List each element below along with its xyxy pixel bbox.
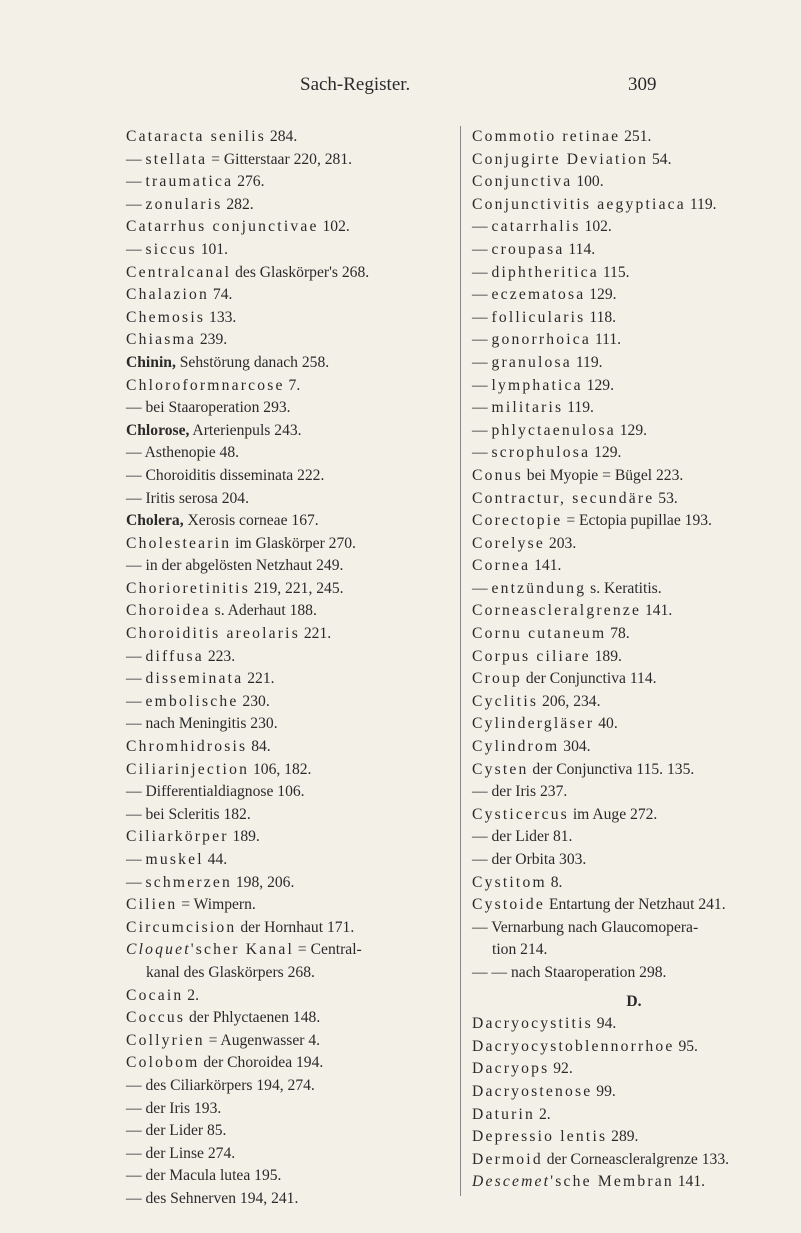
- index-entry: [126, 985, 460, 1008]
- index-entry: [126, 1143, 460, 1166]
- entry-text: s. Aderhaut 188.: [210, 602, 317, 620]
- index-entry: [472, 804, 796, 827]
- entry-text: Cyclitis: [472, 692, 539, 710]
- entry-text: Dacryostenose: [472, 1082, 593, 1100]
- index-entry: [472, 375, 796, 398]
- index-entry: [472, 555, 796, 578]
- entry-text: — der Lider 85.: [126, 1122, 227, 1140]
- entry-text: 129.: [590, 444, 622, 462]
- entry-text: —: [126, 670, 146, 688]
- index-entry: [472, 646, 796, 669]
- index-entry: [126, 1098, 460, 1121]
- entry-text: kanal des Glaskörpers 268.: [146, 963, 315, 981]
- index-entry: [472, 1013, 796, 1036]
- entry-text: der Phlyctaenen 148.: [185, 1009, 321, 1027]
- entry-text: —: [126, 647, 146, 665]
- index-entry: [126, 1165, 460, 1188]
- index-entry: [126, 804, 460, 827]
- entry-text: muskel: [145, 851, 204, 868]
- entry-text: s. Keratitis.: [586, 579, 662, 597]
- entry-text: 111.: [591, 331, 622, 349]
- entry-text: embolische: [145, 692, 239, 710]
- entry-text: —: [472, 240, 492, 258]
- entry-text: —: [126, 195, 146, 213]
- index-entry: [472, 307, 796, 330]
- entry-text: Choroiditis areolaris: [126, 625, 300, 643]
- entry-text: 221.: [243, 670, 275, 688]
- entry-text: 289.: [607, 1128, 639, 1146]
- index-entry: [126, 646, 460, 669]
- entry-text: Conjunctivitis aegyptiaca: [472, 195, 686, 213]
- index-entry: [126, 939, 460, 962]
- index-entry: [126, 600, 460, 623]
- entry-text: diffusa: [145, 647, 204, 665]
- entry-text: — Choroiditis disseminata 222.: [126, 466, 325, 484]
- entry-text: 230.: [238, 692, 270, 710]
- index-entry: [126, 713, 460, 736]
- entry-text: 284.: [266, 128, 298, 145]
- entry-text: 129.: [585, 286, 617, 304]
- entry-text: Dermoid: [472, 1150, 543, 1168]
- entry-text: Chromhidrosis: [126, 738, 248, 756]
- entry-text: siccus: [145, 240, 197, 258]
- entry-text: 102.: [580, 218, 612, 236]
- index-entry: [126, 578, 460, 601]
- index-entry: [126, 555, 460, 578]
- entry-text: —: [472, 353, 492, 371]
- entry-text: entzündung: [491, 579, 587, 597]
- entry-text: Chalazion: [126, 286, 210, 304]
- section-letter: [472, 991, 796, 1014]
- index-entry: [126, 962, 460, 985]
- entry-text: = Gitterstaar 220, 281.: [207, 150, 353, 168]
- index-entry: [126, 375, 460, 398]
- index-entry: [126, 171, 460, 194]
- entry-text: — der Linse 274.: [126, 1144, 236, 1162]
- index-entry: [126, 216, 460, 239]
- index-entry: [472, 713, 796, 736]
- entry-text: der Hornhaut 171.: [236, 918, 355, 936]
- index-entry: [126, 194, 460, 217]
- entry-text: —: [126, 240, 146, 258]
- index-entry: [126, 623, 460, 646]
- entry-text: 276.: [233, 173, 265, 191]
- entry-text: 2.: [535, 1105, 551, 1123]
- entry-text: Cornea: [472, 557, 531, 575]
- index-entry: [472, 1036, 796, 1059]
- entry-text: —: [472, 376, 492, 394]
- entry-text: — nach Meningitis 230.: [126, 715, 278, 733]
- entry-text: Cilien: [126, 896, 178, 914]
- entry-text: 203.: [545, 534, 577, 552]
- entry-text: Conus: [472, 466, 523, 484]
- entry-text: Cataracta senilis: [126, 128, 267, 145]
- index-entry: [126, 149, 460, 172]
- entry-text: croupasa: [491, 240, 565, 258]
- entry-text: 189.: [228, 828, 260, 846]
- index-entry: [126, 759, 460, 782]
- index-column-left: [126, 126, 460, 1211]
- entry-text: Colobom: [126, 1054, 200, 1072]
- entry-text: 40.: [594, 715, 618, 733]
- entry-text: —: [472, 579, 492, 597]
- entry-text: tion 214.: [492, 941, 548, 959]
- entry-text: lymphatica: [491, 376, 583, 394]
- index-entry: [126, 781, 460, 804]
- index-entry: [126, 826, 460, 849]
- index-entry: [472, 917, 796, 940]
- entry-text: der Conjunctiva 114.: [521, 670, 657, 688]
- index-entry: [126, 872, 460, 895]
- index-entry: [472, 126, 796, 149]
- entry-text: Xerosis corneae 167.: [183, 512, 319, 530]
- entry-text: —: [472, 444, 492, 462]
- entry-text: 304.: [559, 738, 591, 756]
- index-entry: [472, 1126, 796, 1149]
- entry-text: Cystoide: [472, 896, 546, 914]
- entry-text: 119.: [571, 353, 603, 371]
- entry-text: — des Ciliarkörpers 194, 274.: [126, 1076, 315, 1094]
- entry-text: — in der abgelösten Netzhaut 249.: [126, 557, 344, 575]
- entry-text: zonularis: [145, 195, 223, 213]
- index-entry: [126, 1052, 460, 1075]
- entry-text: —: [126, 150, 146, 168]
- entry-text: 92.: [549, 1060, 573, 1078]
- index-entry: [472, 216, 796, 239]
- entry-text: 118.: [585, 308, 617, 326]
- index-entry: [472, 1081, 796, 1104]
- entry-text: follicularis: [491, 308, 586, 326]
- entry-text: —: [472, 421, 492, 439]
- entry-text: Cylindergläser: [472, 715, 595, 733]
- entry-text: 102.: [318, 218, 350, 236]
- entry-text: —: [126, 873, 146, 891]
- entry-text: 141.: [673, 1173, 706, 1191]
- entry-text: 129.: [582, 376, 614, 394]
- index-entry: [472, 781, 796, 804]
- entry-text: Catarrhus conjunctivae: [126, 218, 319, 236]
- entry-text: 198, 206.: [231, 873, 295, 891]
- entry-text: phlyctaenulosa: [491, 421, 616, 439]
- entry-text: Cocain: [126, 986, 184, 1004]
- entry-text: 8.: [546, 873, 563, 891]
- entry-text: 114.: [564, 240, 596, 258]
- entry-text: der Corneascleralgrenze 133.: [542, 1150, 730, 1168]
- entry-text: granulosa: [491, 353, 572, 371]
- entry-text: Corelyse: [472, 534, 546, 552]
- entry-text: Cysticercus: [472, 805, 569, 823]
- index-entry: [126, 1007, 460, 1030]
- entry-text: Chorioretinitis: [126, 579, 250, 597]
- entry-text: Contractur, secundäre: [472, 489, 655, 507]
- index-entry: [472, 759, 796, 782]
- entry-text: Conjugirte Deviation: [472, 150, 649, 168]
- entry-text: bei Myopie = Bügel 223.: [522, 466, 684, 484]
- entry-text: im Auge 272.: [568, 805, 658, 823]
- entry-text: 94.: [592, 1015, 617, 1033]
- index-entry: [126, 262, 460, 285]
- index-entry: [472, 578, 796, 601]
- entry-text: = Central-: [294, 941, 362, 959]
- entry-text: — Iritis serosa 204.: [126, 489, 249, 507]
- entry-text: Coccus: [126, 1009, 186, 1027]
- index-entry: [472, 510, 796, 533]
- index-entry: [472, 826, 796, 849]
- entry-text: Cloquet: [126, 941, 191, 959]
- entry-text: eczematosa: [491, 286, 586, 304]
- index-entry: [126, 1030, 460, 1053]
- entry-text: scrophulosa: [491, 444, 591, 462]
- index-entry: [472, 442, 796, 465]
- entry-text: 133.: [205, 308, 237, 326]
- index-entry: [472, 149, 796, 172]
- entry-text: — der Lider 81.: [472, 828, 573, 846]
- column-divider: [460, 126, 461, 1196]
- entry-text: Arterienpuls 243.: [189, 421, 302, 439]
- entry-text: der Choroidea 194.: [199, 1054, 324, 1072]
- page-header: [0, 74, 801, 98]
- entry-text: schmerzen: [145, 873, 232, 891]
- entry-text: — der Macula lutea 195.: [126, 1167, 282, 1185]
- index-entry: [126, 849, 460, 872]
- entry-text: —: [472, 263, 492, 281]
- entry-text: Dacryocystitis: [472, 1015, 593, 1033]
- entry-text: — Vernarbung nach Glaucomopera-: [472, 918, 699, 936]
- entry-text: 99.: [592, 1082, 616, 1100]
- index-entry: [126, 488, 460, 511]
- entry-text: Collyrien: [126, 1031, 205, 1049]
- entry-text: —: [126, 173, 146, 191]
- entry-text: disseminata: [145, 670, 244, 688]
- entry-text: Corneascleralgrenze: [472, 602, 642, 620]
- index-entry: [472, 262, 796, 285]
- entry-text: Centralcanal: [126, 263, 232, 281]
- index-entry: [472, 352, 796, 375]
- index-entry: [472, 329, 796, 352]
- index-column-right: [472, 126, 796, 1194]
- entry-text: stellata: [145, 150, 208, 168]
- index-entry: [126, 533, 460, 556]
- entry-text: Cornu cutaneum: [472, 625, 607, 643]
- entry-text: 95.: [674, 1037, 698, 1055]
- index-entry: [472, 1104, 796, 1127]
- entry-text: Chinin,: [126, 353, 176, 371]
- index-entry: [472, 691, 796, 714]
- index-entry: [472, 194, 796, 217]
- index-entry: [126, 1120, 460, 1143]
- entry-text: = Augenwasser 4.: [204, 1031, 321, 1049]
- index-entry: [472, 1149, 796, 1172]
- index-entry: [472, 465, 796, 488]
- entry-text: —: [126, 851, 146, 868]
- entry-text: Chiasma: [126, 331, 196, 349]
- index-entry: [126, 329, 460, 352]
- index-entry: [472, 533, 796, 556]
- entry-text: Croup: [472, 670, 522, 688]
- index-entry: [126, 1188, 460, 1211]
- entry-text: 141.: [530, 557, 562, 575]
- entry-text: — der Iris 193.: [126, 1099, 222, 1117]
- index-entry: [472, 939, 796, 962]
- entry-text: 'scher Kanal: [190, 941, 295, 959]
- entry-text: Corectopie: [472, 512, 563, 530]
- entry-text: — — nach Staaroperation 298.: [472, 963, 667, 981]
- entry-text: Cylindrom: [472, 738, 560, 756]
- entry-text: —: [126, 692, 146, 710]
- index-entry: [126, 736, 460, 759]
- entry-text: 219, 221, 245.: [249, 579, 344, 597]
- entry-text: — der Iris 237.: [472, 783, 568, 801]
- entry-text: 115.: [598, 263, 630, 281]
- index-entry: [126, 352, 460, 375]
- entry-text: Cystitom: [472, 873, 547, 891]
- entry-text: Corpus ciliare: [472, 647, 591, 665]
- index-entry: [472, 397, 796, 420]
- entry-text: —: [472, 286, 492, 304]
- entry-text: 74.: [209, 286, 233, 304]
- entry-text: Descemet: [472, 1173, 551, 1191]
- index-entry: [472, 872, 796, 895]
- index-entry: [126, 239, 460, 262]
- entry-text: D.: [626, 992, 642, 1010]
- index-entry: [126, 691, 460, 714]
- index-entry: [126, 1075, 460, 1098]
- entry-text: Choroidea: [126, 602, 211, 620]
- index-entry: [472, 420, 796, 443]
- entry-text: 'sche Membran: [550, 1173, 674, 1191]
- entry-text: traumatica: [145, 173, 234, 191]
- entry-text: — bei Staaroperation 293.: [126, 399, 291, 417]
- entry-text: 129.: [615, 421, 648, 439]
- index-entry: [126, 126, 460, 149]
- entry-text: Chemosis: [126, 308, 206, 326]
- page-number: 309: [628, 74, 657, 95]
- index-entry: [126, 397, 460, 420]
- entry-text: Dacryocystoblennorrhoe: [472, 1037, 675, 1055]
- entry-text: —: [472, 399, 492, 417]
- entry-text: Sehstörung danach 258.: [175, 353, 330, 371]
- entry-text: Cholestearin: [126, 534, 232, 552]
- entry-text: — des Sehnerven 194, 241.: [126, 1189, 299, 1207]
- entry-text: Ciliarkörper: [126, 828, 229, 846]
- entry-text: diphtheritica: [491, 263, 599, 281]
- entry-text: Cysten: [472, 760, 529, 778]
- entry-text: 282.: [222, 195, 254, 213]
- index-entry: [472, 600, 796, 623]
- entry-text: 119.: [685, 195, 717, 213]
- entry-text: 189.: [590, 647, 622, 665]
- entry-text: Daturin: [472, 1105, 536, 1123]
- entry-text: 7.: [284, 376, 301, 394]
- entry-text: Ciliarinjection: [126, 760, 250, 778]
- index-entry: [472, 1171, 796, 1194]
- entry-text: 251.: [620, 128, 652, 145]
- entry-text: — Differentialdiagnose 106.: [126, 783, 305, 801]
- entry-text: der Conjunctiva 115. 135.: [528, 760, 695, 778]
- index-entry: [472, 623, 796, 646]
- index-entry: [126, 668, 460, 691]
- index-entry: [126, 894, 460, 917]
- index-entry: [472, 488, 796, 511]
- index-entry: [126, 420, 460, 443]
- entry-text: = Wimpern.: [177, 896, 256, 914]
- entry-text: 78.: [606, 625, 630, 643]
- entry-text: 54.: [648, 150, 672, 168]
- entry-text: Depressio lentis: [472, 1128, 608, 1146]
- index-entry: [472, 962, 796, 985]
- entry-text: des Glaskörper's 268.: [231, 263, 370, 281]
- index-entry: [126, 465, 460, 488]
- index-entry: [472, 849, 796, 872]
- entry-text: Dacryops: [472, 1060, 550, 1078]
- entry-text: 221.: [299, 625, 332, 643]
- entry-text: — der Orbita 303.: [472, 851, 587, 868]
- entry-text: Entartung der Netzhaut 241.: [545, 896, 726, 914]
- entry-text: 106, 182.: [249, 760, 312, 778]
- index-entry: [472, 239, 796, 262]
- entry-text: —: [472, 331, 492, 349]
- entry-text: 239.: [195, 331, 228, 349]
- entry-text: — bei Scleritis 182.: [126, 805, 251, 823]
- entry-text: Circumcision: [126, 918, 237, 936]
- entry-text: — Asthenopie 48.: [126, 444, 240, 462]
- index-entry: [126, 442, 460, 465]
- entry-text: Cholera,: [126, 512, 184, 530]
- entry-text: 2.: [183, 986, 199, 1004]
- entry-text: Conjunctiva: [472, 173, 573, 191]
- entry-text: 101.: [196, 240, 228, 258]
- entry-text: 206, 234.: [538, 692, 601, 710]
- entry-text: Chloroformnarcose: [126, 376, 285, 394]
- entry-text: militaris: [491, 399, 564, 417]
- running-title: Sach-Register.: [300, 74, 411, 95]
- index-entry: [126, 307, 460, 330]
- entry-text: 84.: [247, 738, 271, 756]
- entry-text: —: [472, 218, 492, 236]
- index-entry: [472, 284, 796, 307]
- entry-text: 53.: [654, 489, 678, 507]
- index-entry: [472, 668, 796, 691]
- entry-text: gonorrhoica: [491, 331, 592, 349]
- entry-text: 44.: [203, 851, 228, 868]
- entry-text: = Ectopia pupillae 193.: [562, 512, 712, 530]
- entry-text: im Glaskörper 270.: [231, 534, 356, 552]
- index-entry: [472, 171, 796, 194]
- entry-text: —: [472, 308, 492, 326]
- index-entry: [472, 894, 796, 917]
- entry-text: 141.: [641, 602, 673, 620]
- entry-text: 100.: [572, 173, 604, 191]
- index-entry: [472, 1058, 796, 1081]
- index-entry: [126, 510, 460, 533]
- index-entry: [126, 917, 460, 940]
- entry-text: 223.: [203, 647, 236, 665]
- entry-text: Commotio retinae: [472, 128, 621, 145]
- entry-text: 119.: [563, 399, 594, 417]
- index-entry: [472, 736, 796, 759]
- entry-text: catarrhalis: [491, 218, 581, 236]
- entry-text: Chlorose,: [126, 421, 190, 439]
- index-entry: [126, 284, 460, 307]
